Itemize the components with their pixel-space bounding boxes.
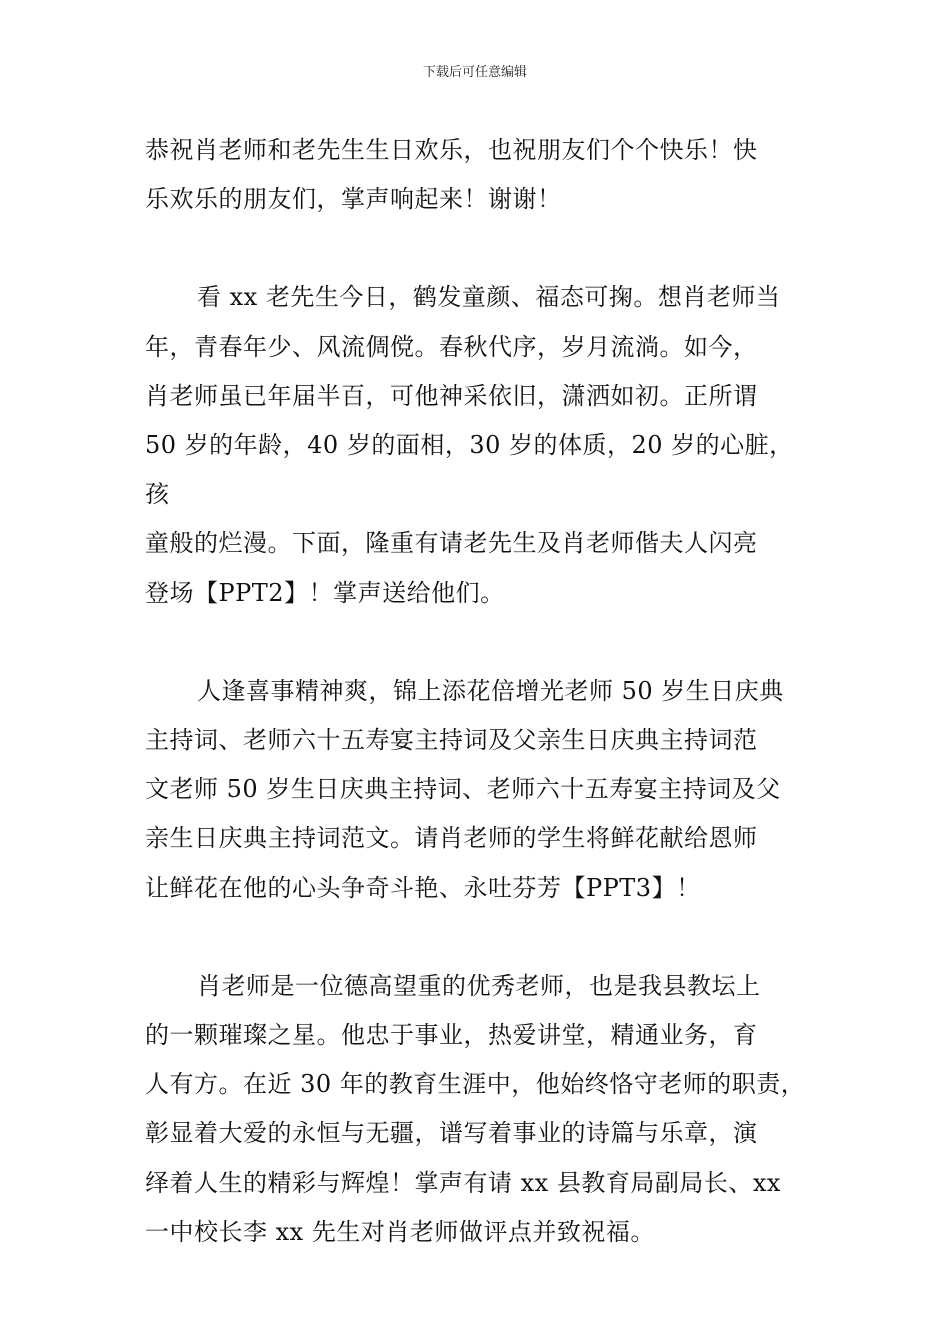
- paragraph-line: 肖老师虽已年届半百，可他神采依旧，潇洒如初。正所谓: [145, 381, 758, 410]
- paragraph-line: 肖老师是一位德高望重的优秀老师，也是我县教坛上: [197, 971, 761, 1000]
- paragraph-line: 彰显着大爱的永恒与无疆，谱写着事业的诗篇与乐章，演: [145, 1119, 758, 1148]
- page-header: [0, 64, 950, 82]
- paragraph-gap: [145, 224, 815, 273]
- paragraph-line: 主持词、老师六十五寿宴主持词及父亲生日庆典主持词范: [145, 726, 758, 755]
- paragraph-line: 登场【PPT2】！掌声送给他们。: [145, 578, 505, 607]
- paragraph-gap: [145, 913, 815, 962]
- paragraph-line: 乐欢乐的朋友们，掌声响起来！谢谢！: [145, 185, 562, 214]
- paragraph-line: 童般的烂漫。下面，隆重有请老先生及肖老师偕夫人闪亮: [145, 529, 758, 558]
- paragraph-line: 人有方。在近 30 年的教育生涯中，他始终恪守老师的职责，: [145, 1070, 806, 1099]
- paragraph-line: 绎着人生的精彩与辉煌！掌声有请 xx 县教育局副局长、xx: [145, 1168, 781, 1197]
- paragraph-4: [145, 962, 815, 1257]
- paragraph-1: [145, 126, 815, 224]
- paragraph-line: 看 xx 老先生今日，鹤发童颜、福态可掬。想肖老师当: [197, 283, 781, 312]
- paragraph-line: 亲生日庆典主持词范文。请肖老师的学生将鲜花献给恩师: [145, 824, 758, 853]
- paragraph-line: 年，青春年少、风流倜傥。春秋代序，岁月流淌。如今，: [145, 332, 758, 361]
- header-note: 下载后可任意编辑: [422, 65, 527, 80]
- paragraph-line: 的一颗璀璨之星。他忠于事业，热爱讲堂，精通业务，育: [145, 1021, 758, 1050]
- paragraph-gap: [145, 618, 815, 667]
- paragraph-line: 恭祝肖老师和老先生生日欢乐，也祝朋友们个个快乐！快: [145, 136, 758, 164]
- paragraph-3: [145, 667, 815, 913]
- document-body: [145, 126, 815, 1257]
- paragraph-line: 人逢喜事精神爽，锦上添花倍增光老师 50 岁生日庆典: [197, 676, 784, 705]
- paragraph-line: 一中校长李 xx 先生对肖老师做评点并致祝福。: [145, 1217, 655, 1246]
- paragraph-line: 50 岁的年龄，40 岁的面相，30 岁的体质，20 岁的心脏，孩: [145, 431, 794, 509]
- paragraph-line: 让鲜花在他的心头争奇斗艳、永吐芬芳【PPT3】！: [145, 873, 701, 902]
- paragraph-line: 文老师 50 岁生日庆典主持词、老师六十五寿宴主持词及父: [145, 775, 781, 804]
- paragraph-2: [145, 273, 815, 617]
